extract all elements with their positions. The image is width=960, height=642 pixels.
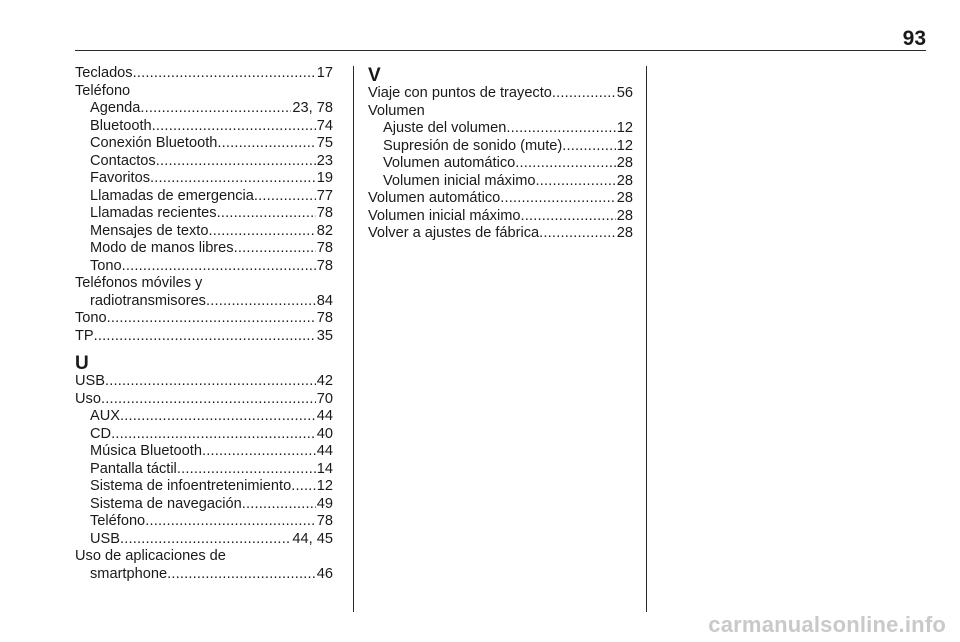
- index-subentry: [75, 496, 333, 514]
- index-entry: [75, 391, 333, 409]
- entry-text: Ajuste del volumen: [383, 120, 507, 136]
- dot-leader: [234, 240, 316, 258]
- index-subentry: [75, 566, 333, 584]
- entry-text: radiotransmisores: [90, 292, 206, 309]
- dot-leader: [206, 293, 316, 311]
- entry-text: Supresión de sonido (mute): [383, 137, 563, 154]
- entry-page: 28: [616, 190, 633, 206]
- dot-leader: [140, 100, 291, 118]
- entry-page: 78: [316, 513, 333, 529]
- entry-text: Sistema de infoentretenimiento: [90, 478, 292, 494]
- entry-text: Tono: [75, 310, 107, 326]
- index-subentry: [75, 513, 333, 531]
- index-heading: Teléfono: [75, 82, 131, 99]
- index-subentry: [368, 120, 633, 138]
- entry-text: Teléfono: [90, 513, 146, 529]
- dot-leader: [217, 205, 316, 223]
- entry-text: USB: [75, 373, 106, 389]
- entry-page: 35: [316, 327, 333, 344]
- dot-leader: [242, 496, 316, 514]
- entry-page: 12: [616, 137, 633, 154]
- dot-leader: [536, 173, 616, 191]
- index-subentry: [75, 205, 333, 223]
- section-letter-u: U: [75, 353, 89, 374]
- entry-text: TP: [75, 327, 94, 344]
- entry-text: AUX: [90, 408, 121, 424]
- index-subentry: [75, 240, 333, 258]
- index-subentry: [75, 100, 333, 118]
- entry-page: 28: [616, 207, 633, 224]
- index-subentry: [75, 461, 333, 479]
- index-heading: Teléfonos móviles y: [75, 275, 203, 291]
- index-subentry: [75, 478, 333, 496]
- entry-page: 23: [316, 152, 333, 169]
- entry-page: 23, 78: [292, 100, 333, 116]
- index-subentry: [368, 173, 633, 191]
- entry-page: 70: [316, 390, 333, 407]
- dot-leader: [521, 208, 616, 226]
- entry-page: 28: [616, 172, 633, 189]
- entry-text: Música Bluetooth: [90, 443, 202, 459]
- entry-text: Conexión Bluetooth: [90, 135, 218, 151]
- entry-text: Mensajes de texto: [90, 222, 209, 239]
- index-subentry: [75, 258, 333, 276]
- entry-text: Volumen inicial máximo: [383, 172, 536, 189]
- entry-page: 42: [316, 373, 333, 389]
- index-entry: [368, 225, 633, 243]
- entry-text: USB: [90, 530, 121, 547]
- index-entry: [75, 328, 333, 346]
- dot-leader: [145, 513, 316, 531]
- index-subentry: [75, 153, 333, 171]
- dot-leader: [94, 328, 316, 346]
- entry-page: 84: [316, 292, 333, 309]
- index-subentry: [75, 293, 333, 311]
- dot-leader: [254, 188, 316, 206]
- dot-leader: [500, 190, 616, 208]
- entry-text: Volumen automático: [368, 190, 501, 206]
- header-rule: [75, 50, 926, 51]
- entry-page: 75: [316, 135, 333, 151]
- index-entry: [368, 190, 633, 208]
- index-subentry: [75, 408, 333, 426]
- index-subentry: [75, 223, 333, 241]
- column-divider-left: [353, 66, 354, 612]
- index-entry: [75, 310, 333, 328]
- dot-leader: [562, 138, 615, 156]
- dot-leader: [291, 478, 316, 496]
- entry-page: 44: [316, 443, 333, 459]
- index-entry: [368, 208, 633, 226]
- entry-text: Volver a ajustes de fábrica: [368, 225, 540, 241]
- entry-text: Volumen inicial máximo: [368, 207, 521, 224]
- entry-text: Volumen automático: [383, 155, 516, 171]
- entry-page: 12: [316, 478, 333, 494]
- entry-page: 28: [616, 155, 633, 171]
- watermark-text: carmanualsonline.info: [708, 612, 946, 637]
- section-letter-v: V: [368, 65, 381, 86]
- dot-leader: [133, 65, 316, 83]
- index-subentry: [75, 426, 333, 444]
- index-column-1: [75, 65, 333, 583]
- dot-leader: [217, 135, 315, 153]
- dot-leader: [208, 223, 315, 241]
- entry-page: 56: [616, 85, 633, 101]
- entry-text: Pantalla táctil: [90, 460, 177, 477]
- dot-leader: [122, 258, 316, 276]
- index-entry: [368, 85, 633, 103]
- entry-text: Teclados: [75, 65, 133, 81]
- index-subentry: [368, 138, 633, 156]
- entry-text: Contactos: [90, 152, 156, 169]
- index-entry: [75, 373, 333, 391]
- dot-leader: [152, 118, 316, 136]
- index-subentry: [75, 170, 333, 188]
- dot-leader: [111, 426, 316, 444]
- entry-text: Llamadas de emergencia: [90, 187, 254, 204]
- dot-leader: [150, 170, 316, 188]
- index-subentry: [75, 443, 333, 461]
- entry-page: 44, 45: [292, 530, 333, 547]
- page-number: 93: [902, 27, 926, 50]
- index-column-2: [368, 65, 633, 243]
- entry-page: 49: [316, 495, 333, 512]
- index-heading: Uso de aplicaciones de: [75, 548, 226, 564]
- entry-text: Llamadas recientes: [90, 205, 217, 221]
- entry-page: 40: [316, 425, 333, 442]
- entry-text: smartphone: [90, 565, 168, 582]
- dot-leader: [120, 531, 291, 549]
- dot-leader: [101, 391, 316, 409]
- entry-text: Agenda: [90, 100, 141, 116]
- dot-leader: [539, 225, 616, 243]
- entry-text: Favoritos: [90, 170, 151, 186]
- dot-leader: [107, 310, 316, 328]
- entry-page: 77: [316, 187, 333, 204]
- index-subentry: [75, 188, 333, 206]
- entry-page: 46: [316, 565, 333, 582]
- entry-text: Modo de manos libres: [90, 240, 234, 256]
- entry-page: 12: [616, 120, 633, 136]
- entry-page: 14: [316, 460, 333, 477]
- entry-page: 17: [316, 65, 333, 81]
- entry-page: 19: [316, 170, 333, 186]
- entry-text: Viaje con puntos de trayecto: [368, 85, 552, 101]
- dot-leader: [156, 153, 316, 171]
- entry-text: Tono: [90, 257, 122, 274]
- dot-leader: [515, 155, 616, 173]
- column-divider-right: [646, 66, 647, 612]
- dot-leader: [105, 373, 316, 391]
- entry-page: 28: [616, 225, 633, 241]
- index-entry: [75, 65, 333, 83]
- entry-page: 78: [316, 240, 333, 256]
- dot-leader: [506, 120, 615, 138]
- entry-text: Sistema de navegación: [90, 495, 242, 512]
- dot-leader: [202, 443, 316, 461]
- entry-page: 78: [316, 310, 333, 326]
- entry-page: 74: [316, 117, 333, 134]
- dot-leader: [120, 408, 316, 426]
- entry-text: Bluetooth: [90, 117, 152, 134]
- entry-text: Uso: [75, 390, 101, 407]
- index-subentry: [368, 155, 633, 173]
- dot-leader: [177, 461, 316, 479]
- index-subentry: [75, 118, 333, 136]
- entry-text: CD: [90, 425, 112, 442]
- dot-leader: [552, 85, 616, 103]
- index-subentry: [75, 135, 333, 153]
- index-subentry: [75, 531, 333, 549]
- entry-page: 82: [316, 222, 333, 239]
- entry-page: 78: [316, 257, 333, 274]
- dot-leader: [167, 566, 316, 584]
- entry-page: 78: [316, 205, 333, 221]
- index-heading: Volumen: [368, 102, 425, 119]
- entry-page: 44: [316, 408, 333, 424]
